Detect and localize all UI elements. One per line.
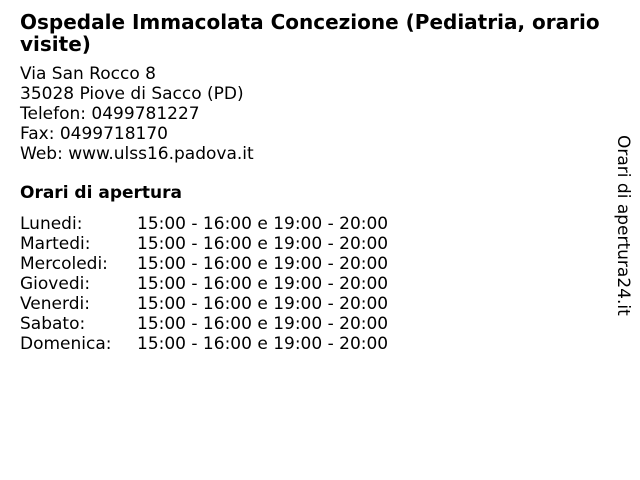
time-range: 15:00 - 16:00 e 19:00 - 20:00 xyxy=(137,294,389,314)
day-label: Mercoledi: xyxy=(20,254,108,274)
hours-row-tuesday xyxy=(20,234,388,254)
day-label: Venerdi: xyxy=(20,294,90,314)
street-address: Via San Rocco 8 xyxy=(20,64,156,84)
hours-row-friday xyxy=(20,294,388,314)
hours-row-sunday xyxy=(20,334,388,354)
fax-number: Fax: 0499718170 xyxy=(20,124,168,144)
page-title: Ospedale Immacolata Concezione (Pediatria, orario visite) xyxy=(20,10,600,56)
time-range: 15:00 - 16:00 e 19:00 - 20:00 xyxy=(137,234,389,254)
address-block xyxy=(20,64,254,164)
hours-row-thursday xyxy=(20,274,388,294)
day-label: Lunedi: xyxy=(20,214,83,234)
hours-row-saturday xyxy=(20,314,388,334)
time-range: 15:00 - 16:00 e 19:00 - 20:00 xyxy=(137,314,389,334)
time-range: 15:00 - 16:00 e 19:00 - 20:00 xyxy=(137,334,389,354)
hours-row-monday xyxy=(20,214,388,234)
opening-hours-table xyxy=(20,214,388,354)
hours-heading: Orari di apertura xyxy=(20,183,182,203)
phone-number: Telefon: 0499781227 xyxy=(20,104,200,124)
day-label: Sabato: xyxy=(20,314,86,334)
website: Web: www.ulss16.padova.it xyxy=(20,144,254,164)
time-range: 15:00 - 16:00 e 19:00 - 20:00 xyxy=(137,254,389,274)
day-label: Domenica: xyxy=(20,334,112,354)
city-address: 35028 Piove di Sacco (PD) xyxy=(20,84,244,104)
time-range: 15:00 - 16:00 e 19:00 - 20:00 xyxy=(137,274,389,294)
hours-row-wednesday xyxy=(20,254,388,274)
day-label: Martedi: xyxy=(20,234,91,254)
time-range: 15:00 - 16:00 e 19:00 - 20:00 xyxy=(137,214,389,234)
site-watermark: Orari di apertura24.it xyxy=(613,135,633,316)
day-label: Giovedi: xyxy=(20,274,91,294)
